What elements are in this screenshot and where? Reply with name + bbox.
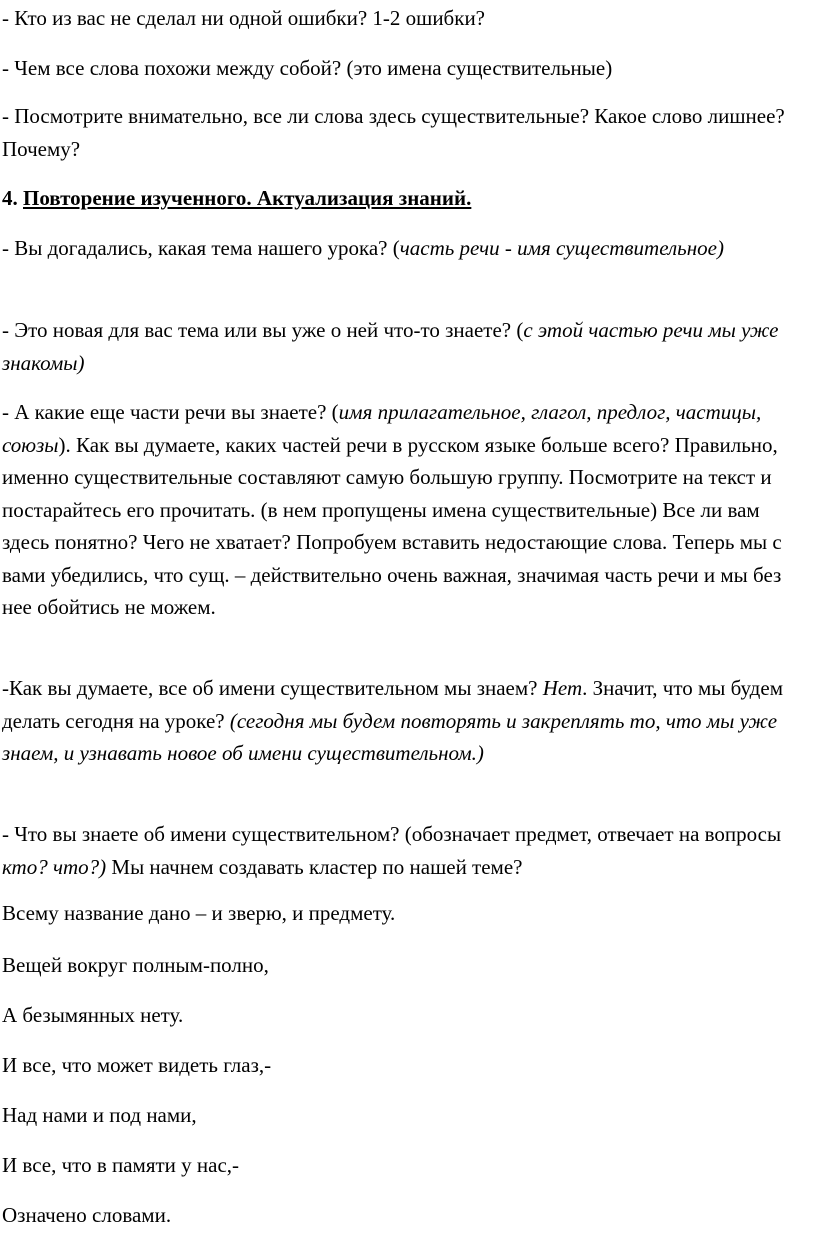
- question-text: - Это новая для вас тема или вы уже о ней что-то знаете? (: [2, 318, 524, 342]
- poem-line: Означено словами.: [2, 1203, 172, 1227]
- expected-answer: имя прилагательное, глагол, предлог, частицы, союзы: [2, 400, 762, 457]
- question-similarity: - Чем все слова похожи между собой? (это имена существительные): [2, 56, 613, 80]
- answer-no: Нет: [542, 676, 583, 700]
- explanation-text: ). Как вы думаете, каких частей речи в русском языке больше всего? Правильно, именно существительные составляют самую большую группу. Посмотрите на текст и постарайтесь его прочитать. (в нем пропущены имена существительные) Все ли вам здесь понятно? Чего не хватает? Попробуем вставить недостающие слова. Теперь мы с вами убедились, что сущ. – действительно очень важная, значимая часть речи и мы без нее обойтись не можем.: [2, 432, 782, 619]
- expected-answer: с этой частью речи мы уже знакомы): [2, 318, 779, 375]
- question-parts-of-speech: [2, 396, 812, 624]
- poem-line: Над нами и под нами,: [2, 1103, 197, 1127]
- question-what-we-know: [2, 672, 812, 770]
- expected-answer: кто? что?): [2, 854, 107, 879]
- question-text: -Как вы думаете, все об имени существительном мы знаем?: [2, 676, 543, 700]
- section-number: 4.: [2, 186, 23, 210]
- section-title: Повторение изученного. Актуализация знаний.: [23, 186, 472, 210]
- question-text: - А какие еще части речи вы знаете? (: [2, 400, 339, 424]
- poem-line: Вещей вокруг полным-полно,: [2, 953, 269, 977]
- poem-line: И все, что может видеть глаз,-: [2, 1053, 272, 1077]
- poem-line: А безымянных нету.: [2, 1003, 184, 1027]
- question-text-continued: . Значит, что мы будем делать сегодня на уроке?: [2, 676, 783, 733]
- question-new-topic: [2, 314, 812, 379]
- section-heading: [2, 182, 812, 215]
- cluster-text: Мы начнем создавать кластер по нашей теме?: [106, 854, 523, 879]
- question-extra-word: - Посмотрите внимательно, все ли слова здесь существительные? Какое слово лишнее? Почему?: [2, 104, 785, 161]
- question-text: - Что вы знаете об имени существительном? (обозначает предмет, отвечает на вопросы: [2, 822, 782, 846]
- poem-line: И все, что в памяти у нас,-: [2, 1153, 240, 1177]
- question-errors: - Кто из вас не сделал ни одной ошибки? 1-2 ошибки?: [2, 6, 485, 30]
- question-noun-facts: [2, 818, 812, 883]
- question-lesson-topic: [2, 232, 812, 265]
- expected-answer: (сегодня мы будем повторять и закреплять то, что мы уже знаем, и узнавать новое об имени существительном.): [2, 708, 778, 765]
- poem-line: Всему название дано – и зверю, и предмету.: [2, 901, 396, 925]
- expected-answer: часть речи - имя существительное): [399, 236, 724, 260]
- question-text: - Вы догадались, какая тема нашего урока? (: [2, 236, 400, 260]
